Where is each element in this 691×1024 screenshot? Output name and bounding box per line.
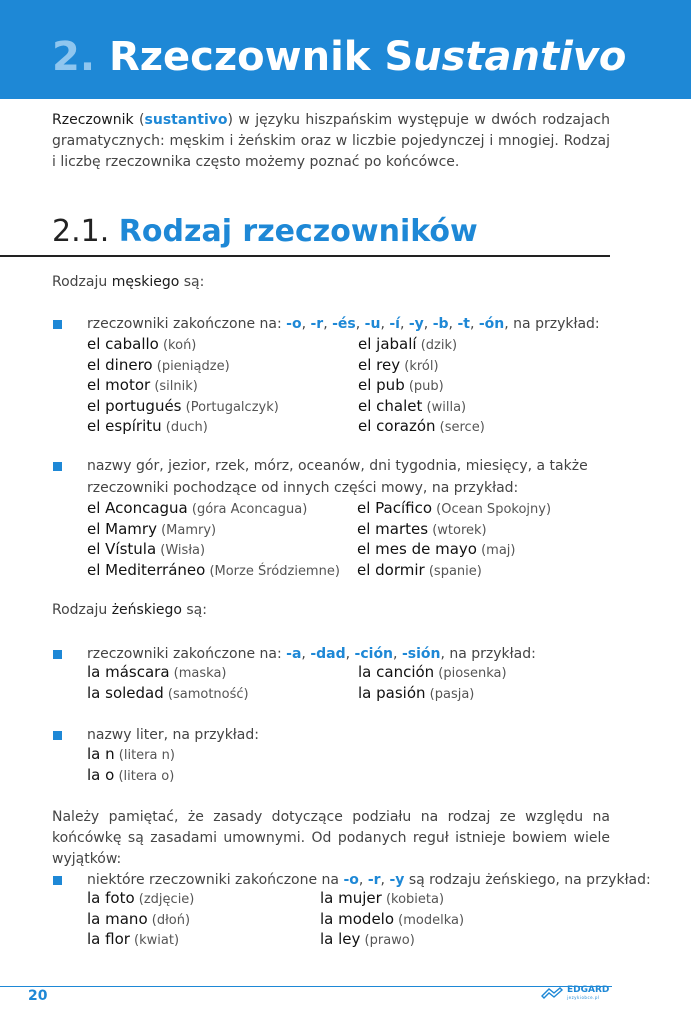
- ending-separator: ,: [423, 316, 433, 332]
- example-word: la mujer: [320, 889, 382, 907]
- ending: -sión: [401, 646, 441, 662]
- example-item: [358, 376, 444, 394]
- example-translation: (litera o): [114, 768, 175, 784]
- example-item: [87, 520, 216, 538]
- b3-text-a: rzeczowniki zakończone na:: [87, 646, 287, 662]
- intro-keyword: Rzeczownik: [52, 112, 134, 128]
- example-word: el mes de mayo: [357, 540, 477, 558]
- example-word: el martes: [357, 519, 429, 538]
- example-item: [87, 499, 307, 517]
- ending: -u: [364, 316, 381, 332]
- masc-intro-c: są:: [179, 274, 205, 290]
- example-word: el Vístula: [87, 540, 157, 558]
- example-word: la soledad: [87, 683, 164, 702]
- example-item: [87, 540, 205, 558]
- section-number: 2.1.: [52, 214, 119, 249]
- example-item: [357, 561, 482, 579]
- title-italic: ustantivo: [413, 34, 627, 80]
- example-word: el Aconcagua: [87, 499, 188, 517]
- example-translation: (zdjęcie): [134, 892, 195, 907]
- ending: -r: [310, 316, 324, 332]
- example-translation: (pub): [404, 379, 444, 394]
- ending-separator: ,: [393, 646, 402, 662]
- example-translation: (modelka): [394, 912, 465, 928]
- intro-rest: ) w języku hiszpańskim występuje w dwóch rodzajach gramatycznych: męskim i żeńskim oraz w liczbie pojedynczej i mnogiej. Rodzaj i liczbę rzeczownika często możemy poznać po końcówce.: [52, 112, 610, 170]
- example-translation: (piosenka): [434, 666, 507, 681]
- ending: -o: [286, 316, 302, 332]
- ending-separator: ,: [345, 646, 355, 662]
- bullet-marker: [53, 650, 62, 659]
- example-translation: (król): [400, 358, 439, 374]
- example-translation: (Morze Śródziemne): [205, 563, 340, 579]
- fem-intro-a: Rodzaju: [52, 602, 112, 618]
- example-item: [87, 376, 198, 394]
- logo-subtext: jezykiobce.pl: [567, 995, 600, 1000]
- section-heading: [52, 214, 478, 249]
- b3-text-b: , na przykład:: [440, 646, 536, 662]
- ending: -ción: [354, 646, 394, 662]
- intro-paragraph: [52, 110, 610, 173]
- example-word: la foto: [87, 889, 135, 907]
- example-item: [87, 417, 208, 435]
- b1-text-b: , na przykład:: [504, 316, 600, 332]
- masc-intro: [52, 274, 204, 290]
- example-item: [87, 335, 196, 353]
- example-word: la ley: [320, 930, 361, 948]
- example-word: el motor: [87, 376, 151, 394]
- title-plain: Rzeczownik S: [108, 34, 414, 80]
- ending: -y: [389, 872, 405, 888]
- example-word: el caballo: [87, 335, 159, 353]
- example-word: la pasión: [358, 683, 426, 702]
- fem-intro: [52, 602, 207, 618]
- ending-separator: ,: [399, 316, 409, 332]
- masc-intro-a: Rodzaju: [52, 274, 112, 290]
- ending-separator: ,: [358, 872, 368, 888]
- example-word: la canción: [358, 663, 435, 681]
- intro-keyword-es: sustantivo: [144, 112, 228, 128]
- b1-text-a: rzeczowniki zakończone na:: [87, 316, 287, 332]
- ending: -dad: [310, 646, 346, 662]
- example-word: el espíritu: [87, 417, 162, 435]
- ending: -y: [408, 316, 424, 332]
- example-translation: (duch): [161, 420, 208, 435]
- example-translation: (maj): [476, 543, 516, 558]
- example-item: [87, 745, 175, 763]
- example-item: [87, 663, 227, 681]
- example-translation: (Ocean Spokojny): [432, 502, 552, 517]
- example-item: [87, 910, 190, 928]
- example-item: [358, 663, 507, 681]
- example-word: el rey: [358, 355, 401, 374]
- bullet-marker: [53, 462, 62, 471]
- example-word: el chalet: [358, 396, 423, 415]
- example-translation: (dłoń): [147, 912, 191, 928]
- example-item: [87, 356, 230, 374]
- example-translation: (wtorek): [428, 522, 487, 538]
- bullet-2-line1: nazwy gór, jezior, rzek, mórz, oceanów, dni tygodnia, miesięcy, a także: [87, 458, 588, 474]
- example-item: [87, 397, 279, 415]
- example-translation: (dzik): [416, 338, 458, 353]
- example-translation: (Mamry): [156, 522, 217, 538]
- example-translation: (spanie): [424, 563, 482, 579]
- example-item: [357, 540, 516, 558]
- ending: -o: [343, 872, 359, 888]
- example-translation: (maska): [169, 666, 227, 681]
- example-translation: (samotność): [163, 686, 249, 702]
- example-translation: (litera n): [114, 748, 175, 763]
- example-translation: (góra Aconcagua): [187, 502, 308, 517]
- b5-endings: [343, 872, 404, 888]
- footer-rule: [0, 986, 612, 987]
- example-word: el pub: [358, 376, 405, 394]
- example-translation: (pieniądze): [152, 358, 230, 374]
- bullet-marker: [53, 320, 62, 329]
- ending: -í: [389, 316, 400, 332]
- logo-mark-icon: [540, 986, 564, 1002]
- example-translation: (Portugalczyk): [181, 399, 279, 415]
- b1-endings: [286, 316, 504, 332]
- example-word: el corazón: [358, 417, 436, 435]
- ending: -t: [457, 316, 470, 332]
- example-item: [87, 561, 340, 579]
- example-item: [358, 684, 474, 702]
- bullet-4-text: nazwy liter, na przykład:: [87, 727, 259, 743]
- ending-separator: ,: [301, 316, 311, 332]
- page-number: 20: [28, 988, 48, 1004]
- chapter-number: 2.: [52, 34, 96, 80]
- example-word: el jabalí: [358, 335, 417, 353]
- logo-text: EDGARD: [567, 985, 610, 995]
- ending-separator: ,: [323, 316, 333, 332]
- bullet-marker: [53, 876, 62, 885]
- fem-intro-b: żeńskiego: [111, 602, 182, 618]
- ending: -r: [367, 872, 381, 888]
- page-title: [52, 34, 626, 80]
- example-word: el portugués: [87, 396, 182, 415]
- exceptions-paragraph: Należy pamiętać, że zasady dotyczące podziału na rodzaj ze względu na końcówkę są zasadami umownymi. Od podanych reguł istnieje bowiem wiele wyjątków:: [52, 809, 610, 867]
- bullet-1-text: [87, 316, 600, 332]
- section-title: Rodzaj rzeczowników: [118, 214, 478, 249]
- ending: -és: [332, 316, 356, 332]
- example-item: [358, 356, 439, 374]
- ending-separator: ,: [301, 646, 311, 662]
- ending-separator: ,: [355, 316, 365, 332]
- example-translation: (Wisła): [156, 543, 206, 558]
- example-item: [320, 910, 464, 928]
- bullet-marker: [53, 731, 62, 740]
- example-item: [358, 397, 466, 415]
- example-item: [320, 889, 444, 907]
- ending-separator: ,: [448, 316, 458, 332]
- example-word: la o: [87, 765, 115, 784]
- section-rule: [0, 255, 610, 257]
- example-word: el dinero: [87, 355, 153, 374]
- b3-endings: [286, 646, 440, 662]
- masc-intro-b: męskiego: [111, 274, 180, 290]
- example-item: [357, 520, 487, 538]
- example-item: [87, 889, 194, 907]
- ending: -a: [286, 646, 302, 662]
- bullet-2-line2: rzeczowniki pochodzące od innych części mowy, na przykład:: [87, 480, 519, 496]
- example-word: el Mamry: [87, 519, 157, 538]
- example-translation: (pasja): [425, 686, 475, 702]
- ending-separator: ,: [469, 316, 479, 332]
- example-item: [357, 499, 551, 517]
- example-word: la máscara: [87, 663, 170, 681]
- example-word: la mano: [87, 909, 148, 928]
- example-item: [358, 417, 485, 435]
- intro-open: (: [133, 112, 145, 128]
- ending: -ón: [478, 316, 505, 332]
- publisher-logo: [540, 985, 612, 1003]
- example-item: [87, 684, 249, 702]
- example-item: [320, 930, 415, 948]
- b5-text-b: są rodzaju żeńskiego, na przykład:: [404, 872, 651, 888]
- fem-intro-c: są:: [181, 602, 207, 618]
- bullet-5-text: [87, 872, 651, 888]
- example-translation: (kobieta): [381, 892, 445, 907]
- example-word: el Pacífico: [357, 499, 433, 517]
- ending-separator: ,: [380, 872, 390, 888]
- header-banner: [0, 0, 691, 99]
- bullet-3-text: [87, 646, 536, 662]
- example-translation: (silnik): [150, 379, 198, 394]
- example-item: [87, 766, 174, 784]
- ending-separator: ,: [380, 316, 390, 332]
- example-translation: (prawo): [360, 933, 415, 948]
- ending: -b: [432, 316, 449, 332]
- example-item: [358, 335, 457, 353]
- example-word: la modelo: [320, 909, 395, 928]
- example-translation: (koń): [158, 338, 197, 353]
- b5-text-a: niektóre rzeczowniki zakończone na: [87, 872, 344, 888]
- example-word: el dormir: [357, 560, 425, 579]
- example-item: [87, 930, 179, 948]
- example-word: la n: [87, 745, 115, 763]
- example-word: el Mediterráneo: [87, 560, 206, 579]
- example-word: la flor: [87, 930, 130, 948]
- example-translation: (kwiat): [129, 933, 180, 948]
- example-translation: (serce): [435, 420, 485, 435]
- example-translation: (willa): [422, 399, 467, 415]
